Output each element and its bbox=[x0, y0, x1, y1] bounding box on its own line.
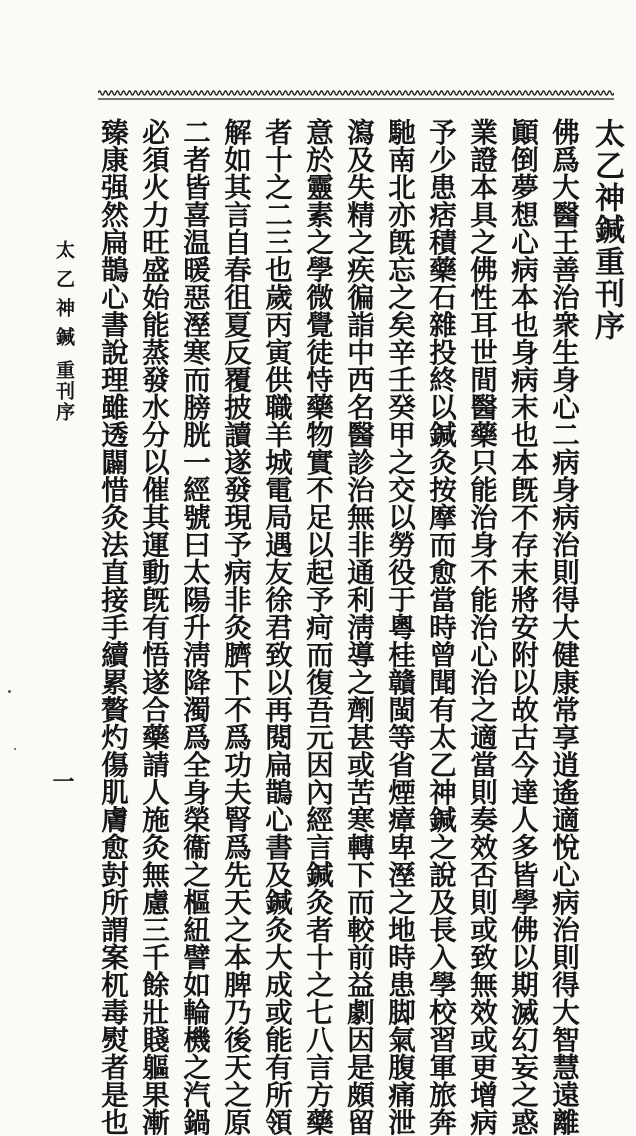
text-column: 臻康强然扁鵲心書說理雖透闢惜灸法直接手續累贅灼傷肌膚愈尌所謂案杌毒熨者是也 bbox=[96, 118, 128, 1136]
text-column: 解如其言自春徂夏反覆披讀遂發現予病非灸臍下不爲功夫腎爲先天之本脾乃後天之原 bbox=[219, 118, 251, 1136]
text-column: 予少患痞積藥石雜投終以鍼灸按摩而愈當時曾聞有太乙神鍼之說及長入學校習軍旅奔 bbox=[424, 118, 456, 1136]
top-wavy-rule bbox=[98, 88, 614, 102]
margin-book-title: 太乙神鍼 bbox=[53, 240, 75, 356]
text-column: 意於靈素之學微覺徒恃藥物實不足以起予疴而復吾元因內經言鍼灸者十之七八言方藥 bbox=[301, 118, 333, 1136]
page-number: 一 bbox=[49, 770, 75, 792]
text-column: 業證本具之佛性耳世間醫藥只能治身不能治心治之適當則奏效否則或致無效或更增病 bbox=[465, 118, 497, 1136]
text-column: 二者皆喜温暖惡溼寒而膀胱一經號曰太陽升淸降濁爲全身榮衞之樞紐譬如輪機之汽鍋 bbox=[178, 118, 210, 1136]
text-column: 佛爲大醫王善治衆生身心二病身病治則得大健康常享逍遙適悅心病治則得大智慧遠離 bbox=[547, 118, 579, 1136]
text-column: 馳南北亦旣忘之矣辛壬癸甲之交以勞役于粵桂贛閩等省煙瘴卑溼之地時患脚氣腹痛泄 bbox=[383, 118, 415, 1136]
page-title: 太乙神鍼重刊序 bbox=[589, 118, 624, 342]
text-column: 必須火力旺盛始能蒸發水分以催其運動旣有悟遂合藥請人施灸無慮三千餘壯賤軀果漸 bbox=[137, 118, 169, 1136]
margin-section-label: 重刊序 bbox=[53, 360, 75, 423]
print-speck bbox=[14, 748, 16, 750]
text-column: 顚倒夢想心病本也身病末也本旣不存末將安附以故古今達人多皆學佛以期滅幻妄之惑 bbox=[506, 118, 538, 1136]
print-speck bbox=[8, 690, 11, 693]
text-column: 瀉及失精之疾徧詣中西名醫診治無非通利淸導之劑甚或苦寒轉下而較前益劇因是頗留 bbox=[342, 118, 374, 1136]
text-column: 者十之二三也歲丙寅供職羊城電局遇友徐君致以再閱扁鵲心書及鍼灸大成或能有所領 bbox=[260, 118, 292, 1136]
